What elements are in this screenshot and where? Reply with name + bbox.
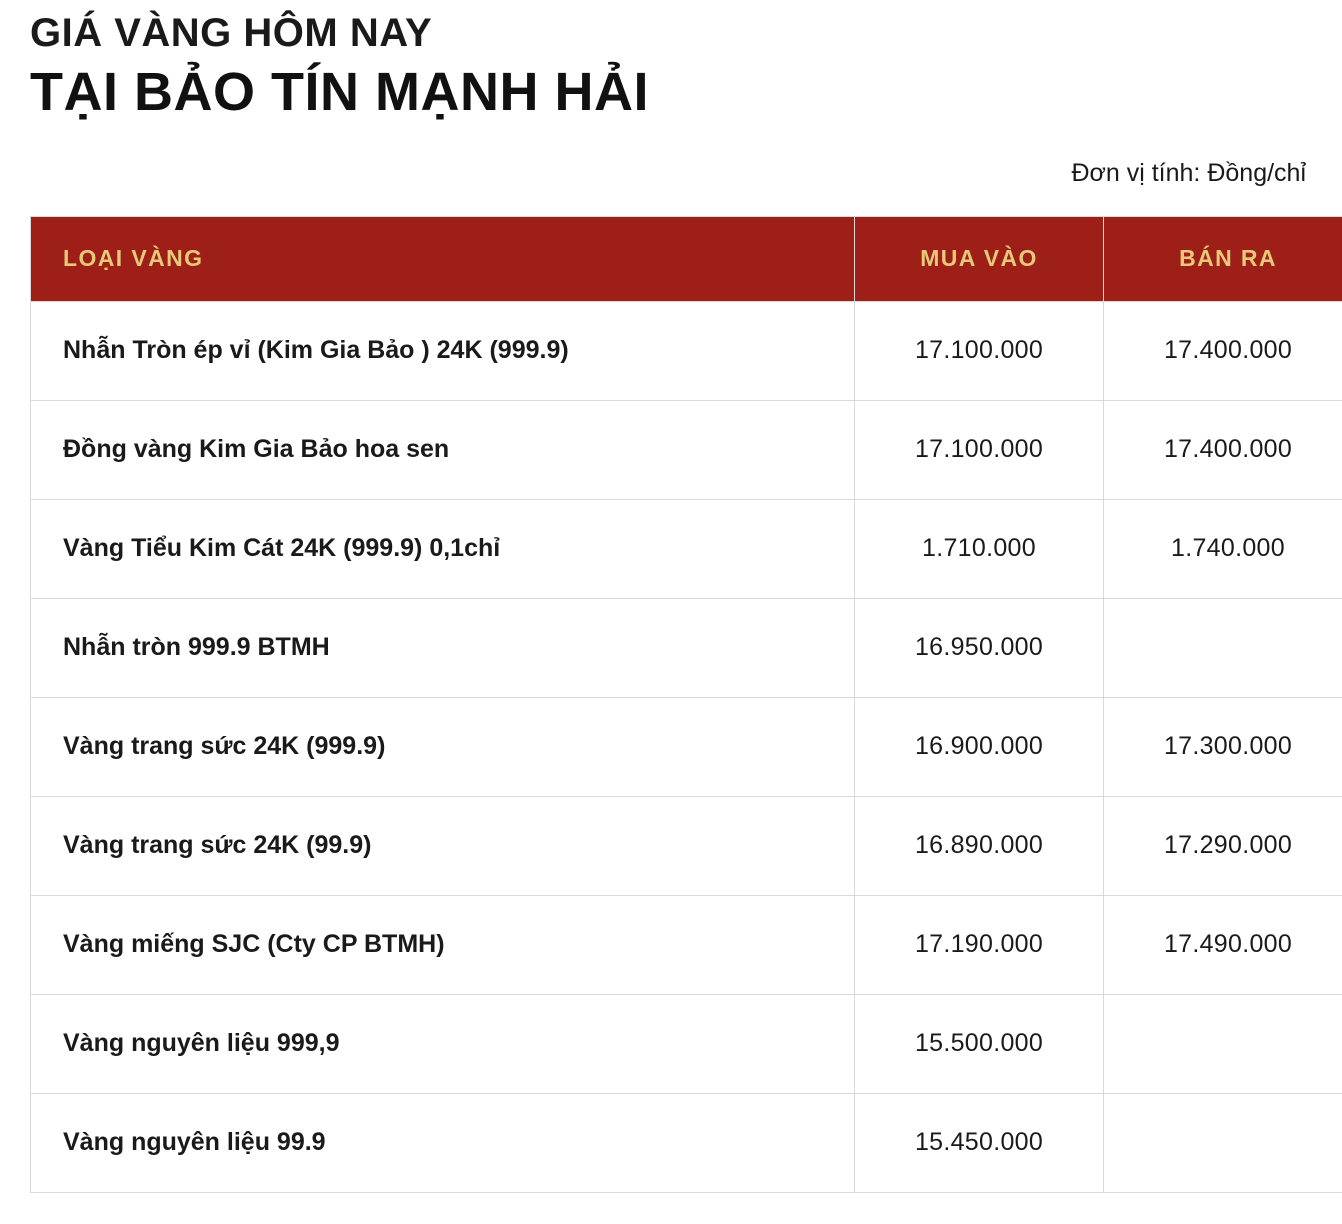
cell-buy-price: 1.710.000 — [855, 499, 1104, 598]
table-body — [31, 301, 1342, 1192]
cell-gold-type: Vàng Tiểu Kim Cát 24K (999.9) 0,1chỉ — [31, 499, 855, 598]
cell-buy-price: 15.500.000 — [855, 994, 1104, 1093]
table-row — [31, 796, 1342, 895]
gold-price-table — [30, 216, 1342, 1193]
cell-sell-price — [1104, 994, 1342, 1093]
table-row — [31, 994, 1342, 1093]
cell-buy-price: 16.890.000 — [855, 796, 1104, 895]
cell-buy-price: 16.900.000 — [855, 697, 1104, 796]
table-row — [31, 499, 1342, 598]
page-title-line-2: TẠI BẢO TÍN MẠNH HẢI — [30, 62, 649, 122]
table-row — [31, 400, 1342, 499]
cell-gold-type: Vàng miếng SJC (Cty CP BTMH) — [31, 895, 855, 994]
column-header-type: LOẠI VÀNG — [31, 216, 855, 301]
cell-sell-price: 17.400.000 — [1104, 400, 1342, 499]
table-row — [31, 301, 1342, 400]
cell-gold-type: Nhẫn Tròn ép vỉ (Kim Gia Bảo ) 24K (999.9) — [31, 301, 855, 400]
cell-sell-price — [1104, 598, 1342, 697]
column-header-sell: BÁN RA — [1104, 216, 1342, 301]
table-row — [31, 598, 1342, 697]
cell-sell-price: 17.300.000 — [1104, 697, 1342, 796]
table-header-row — [31, 216, 1342, 301]
page-header — [30, 0, 1312, 125]
table-row — [31, 895, 1342, 994]
cell-buy-price: 17.100.000 — [855, 400, 1104, 499]
cell-gold-type: Vàng nguyên liệu 999,9 — [31, 994, 855, 1093]
cell-gold-type: Vàng nguyên liệu 99.9 — [31, 1093, 855, 1192]
cell-buy-price: 15.450.000 — [855, 1093, 1104, 1192]
table-row — [31, 1093, 1342, 1192]
column-header-buy: MUA VÀO — [855, 216, 1104, 301]
cell-gold-type: Vàng trang sức 24K (999.9) — [31, 697, 855, 796]
cell-buy-price: 16.950.000 — [855, 598, 1104, 697]
cell-sell-price — [1104, 1093, 1342, 1192]
cell-sell-price: 17.290.000 — [1104, 796, 1342, 895]
table-row — [31, 697, 1342, 796]
page-title-line-1: GIÁ VÀNG HÔM NAY — [30, 11, 433, 55]
cell-buy-price: 17.190.000 — [855, 895, 1104, 994]
unit-note: Đơn vị tính: Đồng/chỉ — [1071, 158, 1306, 187]
cell-gold-type: Vàng trang sức 24K (99.9) — [31, 796, 855, 895]
cell-buy-price: 17.100.000 — [855, 301, 1104, 400]
cell-gold-type: Đồng vàng Kim Gia Bảo hoa sen — [31, 400, 855, 499]
cell-sell-price: 1.740.000 — [1104, 499, 1342, 598]
cell-gold-type: Nhẫn tròn 999.9 BTMH — [31, 598, 855, 697]
cell-sell-price: 17.400.000 — [1104, 301, 1342, 400]
cell-sell-price: 17.490.000 — [1104, 895, 1342, 994]
table-header — [31, 216, 1342, 301]
